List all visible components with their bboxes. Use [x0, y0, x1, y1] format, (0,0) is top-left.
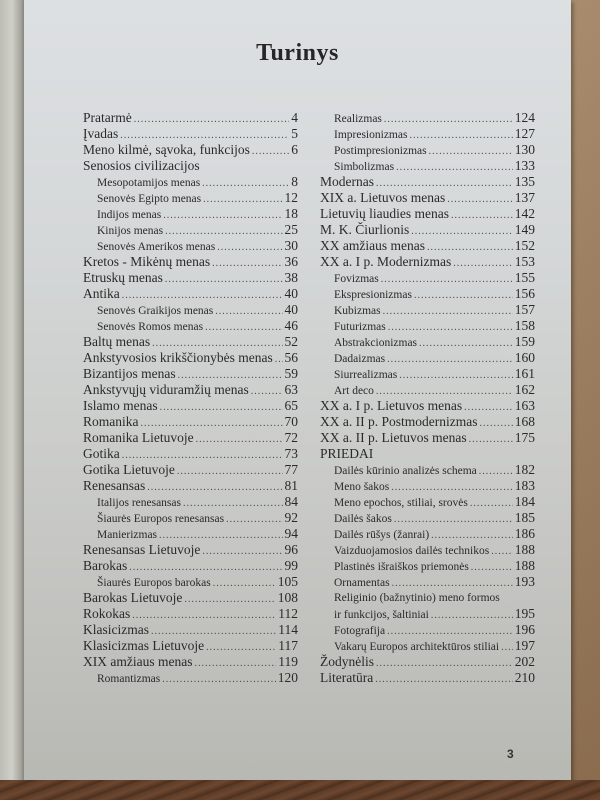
dot-leader: [251, 384, 283, 400]
toc-entry-page: 108: [277, 590, 298, 605]
dot-leader: [391, 480, 512, 496]
toc-entry: [320, 398, 535, 414]
toc-entry: [320, 142, 535, 158]
toc-entry: [320, 654, 535, 670]
dot-leader: [431, 608, 513, 624]
toc-entry: [320, 318, 535, 334]
toc-entry: [320, 206, 535, 222]
toc-entry-page: 81: [284, 478, 298, 493]
toc-entry-label: Baltų menas: [83, 334, 151, 349]
dot-leader: [399, 368, 513, 384]
toc-entry-label: Italijos renesansas: [97, 497, 181, 509]
toc-entry-page: 59: [284, 366, 298, 381]
toc-entry-label: PRIEDAI: [320, 446, 374, 461]
toc-entry-label: Fovizmas: [334, 273, 379, 285]
toc-entry: [320, 334, 535, 350]
dot-leader: [419, 336, 513, 352]
toc-entry-page: 124: [514, 110, 535, 125]
toc-entry-label: Įvadas: [83, 126, 119, 141]
toc-entry-label: M. K. Čiurlionis: [320, 222, 410, 237]
toc-entry-label: Religinio (bažnytinio) meno formos: [334, 592, 500, 604]
dot-leader: [212, 256, 282, 272]
toc-entry-page: 70: [284, 414, 298, 429]
toc-column-left: [83, 110, 298, 686]
toc-entry-label: Antika: [83, 286, 120, 301]
toc-entry-label: Renesansas: [83, 478, 146, 493]
toc-entry: [320, 238, 535, 254]
dot-leader: [205, 320, 282, 336]
toc-entry-page: 197: [514, 638, 535, 653]
toc-entry: [320, 222, 535, 238]
toc-entry-page: 105: [277, 574, 298, 589]
toc-entry: [320, 510, 535, 526]
dot-leader: [384, 112, 513, 128]
toc-entry: [83, 430, 298, 446]
toc-entry: [83, 366, 298, 382]
toc-entry-page: 6: [291, 142, 298, 157]
toc-entry-page: 152: [514, 238, 535, 253]
toc-column-right: [320, 110, 535, 686]
toc-entry-label: Manierizmas: [97, 529, 158, 541]
dot-leader: [162, 672, 276, 688]
toc-entry-label: Literatūra: [320, 670, 374, 685]
toc-entry-label: Senovės Amerikos menas: [97, 241, 216, 253]
dot-leader: [203, 192, 282, 208]
toc-entry-page: 120: [277, 670, 298, 685]
toc-entry-label: Meno epochos, stiliai, srovės: [334, 497, 468, 509]
toc-entry-label: Senosios civilizacijos: [83, 158, 200, 173]
toc-entry: [83, 542, 298, 558]
toc-entry-label: Fotografija: [334, 625, 386, 637]
toc-entry: [83, 606, 298, 622]
toc-entry: [83, 238, 298, 254]
dot-leader: [134, 112, 290, 128]
toc-entry-page: 65: [284, 398, 298, 413]
dot-leader: [479, 464, 513, 480]
toc-entry-page: 52: [284, 334, 298, 349]
toc-entry-label: XX a. II p. Lietuvos menas: [320, 430, 467, 445]
toc-entry-page: 159: [514, 334, 535, 349]
toc-entry: [83, 558, 298, 574]
dot-leader: [215, 304, 282, 320]
toc-entry: [83, 174, 298, 190]
toc-entry-page: 210: [514, 670, 535, 685]
dot-leader: [194, 656, 276, 672]
toc-entry-label: Etruskų menas: [83, 270, 163, 285]
toc-entry-page: 63: [284, 382, 298, 397]
dot-leader: [122, 288, 283, 304]
toc-entry-label: Vakarų Europos architektūros stiliai: [334, 641, 500, 653]
toc-entry: [83, 590, 298, 606]
toc-entry-label: Realizmas: [334, 113, 382, 125]
toc-entry: [320, 158, 535, 174]
toc-entry-label: Futurizmas: [334, 321, 386, 333]
toc-entry-label: Bizantijos menas: [83, 366, 176, 381]
toc-entry: [320, 446, 535, 462]
toc-entry-page: 117: [278, 638, 298, 653]
dot-leader: [165, 272, 283, 288]
toc-entry-page: 163: [514, 398, 535, 413]
toc-entry: [83, 206, 298, 222]
toc-entry-label: Dailės rūšys (žanrai): [334, 529, 430, 541]
toc-entry: [320, 622, 535, 638]
toc-entry-label: Siurrealizmas: [334, 369, 398, 381]
toc-entry-page: 130: [514, 142, 535, 157]
toc-entry: [320, 558, 535, 574]
toc-entry-page: 183: [514, 478, 535, 493]
toc-entry-label: Romantizmas: [97, 673, 161, 685]
toc-entry-label: XX a. II p. Postmodernizmas: [320, 414, 478, 429]
toc-entry-label: Art deco: [334, 385, 374, 397]
toc-entry: [83, 670, 298, 686]
toc-entry-label: Gotika Lietuvoje: [83, 462, 175, 477]
toc-entry-label: Dailės kūrinio analizės schema: [334, 465, 477, 477]
toc-entry-page: 119: [278, 654, 298, 669]
toc-entry: [320, 574, 535, 590]
dot-leader: [129, 560, 282, 576]
toc-entry-page: 5: [291, 126, 298, 141]
toc-entry-label: Pratarmė: [83, 110, 132, 125]
toc-entry-label: Dailės šakos: [334, 513, 392, 525]
dot-leader: [196, 432, 283, 448]
toc-entry-page: 157: [514, 302, 535, 317]
dot-leader: [147, 480, 282, 496]
toc-entry: [83, 286, 298, 302]
toc-entry-label: Abstrakcionizmas: [334, 337, 418, 349]
toc-entry-label: Postimpresionizmas: [334, 145, 427, 157]
toc-entry-page: 133: [514, 158, 535, 173]
toc-entry-label: XIX amžiaus menas: [83, 654, 193, 669]
toc-entry-label: Rokokas: [83, 606, 131, 621]
toc-entry-page: 155: [514, 270, 535, 285]
dot-leader: [381, 272, 513, 288]
toc-entry-label: Ankstyvųjų viduramžių menas: [83, 382, 249, 397]
dot-leader: [409, 128, 512, 144]
toc-entry: [320, 190, 535, 206]
toc-entry-label: XX a. I p. Modernizmas: [320, 254, 452, 269]
dot-leader: [387, 352, 513, 368]
dot-leader: [163, 208, 282, 224]
toc-entry-page: 72: [284, 430, 298, 445]
toc-entry: [320, 462, 535, 478]
toc-entry-label: Dadaizmas: [334, 353, 386, 365]
dot-leader: [387, 624, 513, 640]
toc-entry-label: XX a. I p. Lietuvos menas: [320, 398, 463, 413]
toc-entry-label: Modernas: [320, 174, 374, 189]
toc-entry: [83, 110, 298, 126]
toc-entry: [83, 622, 298, 638]
toc-entry: [83, 494, 298, 510]
dot-leader: [411, 224, 512, 240]
dot-leader: [470, 496, 513, 512]
toc-entry-page: 25: [284, 222, 298, 237]
toc-entry-label: Klasicizmas Lietuvoje: [83, 638, 205, 653]
dot-leader: [132, 608, 276, 624]
toc-entry: [83, 302, 298, 318]
toc-entry-page: 99: [284, 558, 298, 573]
toc-entry-page: 137: [514, 190, 535, 205]
toc-entry-label: Senovės Graikijos menas: [97, 305, 214, 317]
toc-entry: [83, 638, 298, 654]
book-spine-edge: [0, 0, 25, 785]
toc-entry: [320, 382, 535, 398]
toc-entry: [320, 670, 535, 686]
toc-entry-page: 196: [514, 622, 535, 637]
toc-entry: [83, 478, 298, 494]
dot-leader: [429, 144, 513, 160]
toc-entry-label: Renesansas Lietuvoje: [83, 542, 201, 557]
toc-entry: [320, 526, 535, 542]
toc-entry: [83, 254, 298, 270]
toc-entry-page: 40: [284, 286, 298, 301]
toc-entry: [320, 478, 535, 494]
toc-entry-label: Barokas: [83, 558, 128, 573]
dot-leader: [501, 640, 513, 656]
toc-entry-page: 202: [514, 654, 535, 669]
toc-entry-label: Ornamentas: [334, 577, 390, 589]
toc-entry: [320, 542, 535, 558]
toc-entry: [83, 414, 298, 430]
toc-entry-label: Impresionizmas: [334, 129, 408, 141]
toc-entry: [320, 414, 535, 430]
dot-leader: [453, 256, 513, 272]
toc-entry-page: 84: [284, 494, 298, 509]
dot-leader: [491, 544, 513, 560]
toc-entry-label: Islamo menas: [83, 398, 158, 413]
toc-entry-page: 168: [514, 414, 535, 429]
dot-leader: [394, 512, 513, 528]
dot-leader: [202, 544, 282, 560]
toc-entry-page: 38: [284, 270, 298, 285]
toc-entry-page: 186: [514, 526, 535, 541]
book-page: [24, 0, 571, 785]
toc-entry: [320, 270, 535, 286]
toc-entry-label: XX amžiaus menas: [320, 238, 425, 253]
toc-entry-page: 188: [514, 542, 535, 557]
toc-entry: [83, 574, 298, 590]
toc-entry-page: 185: [514, 510, 535, 525]
toc-entry-label: Meno kilmė, sąvoka, funkcijos: [83, 142, 250, 157]
toc-entry-label: Senovės Egipto menas: [97, 193, 202, 205]
toc-entry-page: 188: [514, 558, 535, 573]
toc-entry-page: 142: [514, 206, 535, 221]
toc-entry: [320, 366, 535, 382]
toc-entry-page: 8: [291, 174, 298, 189]
dot-leader: [376, 656, 513, 672]
dot-leader: [375, 672, 513, 688]
toc-entry-label: Šiaurės Europos barokas: [97, 577, 211, 589]
toc-entry-label: Kinijos menas: [97, 225, 164, 237]
toc-entry-label: Gotika: [83, 446, 120, 461]
toc-entry-page: 112: [278, 606, 298, 621]
toc-entry: [320, 174, 535, 190]
toc-entry-page: 46: [284, 318, 298, 333]
dot-leader: [431, 528, 513, 544]
dot-leader: [447, 192, 513, 208]
toc-entry-page: 94: [284, 526, 298, 541]
toc-entry-label: Lietuvių liaudies menas: [320, 206, 449, 221]
toc-entry: [320, 494, 535, 510]
toc-entry: [83, 334, 298, 350]
toc-entry-page: 149: [514, 222, 535, 237]
toc-entry-label: Romanika Lietuvoje: [83, 430, 194, 445]
toc-entry-page: 162: [514, 382, 535, 397]
toc-entry-label: Žodynėlis: [320, 654, 374, 669]
toc-entry-page: 175: [514, 430, 535, 445]
toc-entry-page: 77: [284, 462, 298, 477]
toc-entry-page: 135: [514, 174, 535, 189]
toc-entry-page: 193: [514, 574, 535, 589]
toc-entry: [83, 526, 298, 542]
dot-leader: [396, 160, 513, 176]
toc-entry-page: 127: [514, 126, 535, 141]
toc-entry: [83, 142, 298, 158]
toc-entry-label: Vaizduojamosios dailės technikos: [334, 545, 490, 557]
toc-entry: [83, 222, 298, 238]
dot-leader: [165, 224, 282, 240]
dot-leader: [451, 208, 513, 224]
toc-entry-page: 36: [284, 254, 298, 269]
toc-entry-page: 160: [514, 350, 535, 365]
dot-leader: [202, 176, 289, 192]
toc-entry: [83, 398, 298, 414]
dot-leader: [252, 144, 289, 160]
toc-entry-label: Klasicizmas: [83, 622, 149, 637]
toc-entry: [83, 350, 298, 366]
toc-entry-page: 4: [291, 110, 298, 125]
toc-entry-page: 195: [514, 606, 535, 621]
toc-entry: [320, 606, 535, 622]
toc-entry: [83, 318, 298, 334]
toc-entry: [320, 430, 535, 446]
toc-entry-page: 40: [284, 302, 298, 317]
toc-entry: [320, 110, 535, 126]
toc-entry-label: ir funkcijos, šaltiniai: [334, 609, 429, 621]
toc-entry-page: 184: [514, 494, 535, 509]
toc-entry-page: 161: [514, 366, 535, 381]
dot-leader: [388, 320, 513, 336]
dot-leader: [469, 432, 513, 448]
toc-entry-page: 96: [284, 542, 298, 557]
dot-leader: [206, 640, 276, 656]
toc-entry-page: 182: [514, 462, 535, 477]
toc-entry-label: Kretos - Mikėnų menas: [83, 254, 211, 269]
toc-entry-label: Šiaurės Europos renesansas: [97, 513, 225, 525]
toc-entry-label: Mesopotamijos menas: [97, 177, 201, 189]
toc-entry-label: Meno šakos: [334, 481, 390, 493]
toc-entry-label: Ankstyvosios krikščionybės menas: [83, 350, 273, 365]
toc-entry: [320, 302, 535, 318]
toc-entry: [320, 350, 535, 366]
toc-entry: [83, 382, 298, 398]
toc-entry: [83, 126, 298, 142]
dot-leader: [183, 496, 283, 512]
toc-entry-page: 12: [284, 190, 298, 205]
toc-entry: [83, 510, 298, 526]
toc-entry-label: Indijos menas: [97, 209, 162, 221]
dot-leader: [160, 400, 283, 416]
dot-leader: [217, 240, 282, 256]
toc-entry-page: 30: [284, 238, 298, 253]
page-title: Turinys: [256, 40, 339, 66]
toc-entry-label: Barokas Lietuvoje: [83, 590, 183, 605]
dot-leader: [184, 592, 275, 608]
dot-leader: [177, 464, 283, 480]
toc-entry-label: Senovės Romos menas: [97, 321, 204, 333]
toc-entry-label: Simbolizmas: [334, 161, 395, 173]
toc-entry-label: Romanika: [83, 414, 139, 429]
page-number: 3: [507, 747, 514, 761]
toc-entry-page: 18: [284, 206, 298, 221]
toc-entry-page: 158: [514, 318, 535, 333]
dot-leader: [275, 352, 283, 368]
toc-entry: [320, 126, 535, 142]
toc-entry: [320, 590, 535, 606]
toc-entry: [320, 638, 535, 654]
toc-entry: [320, 254, 535, 270]
toc-entry-page: 114: [278, 622, 298, 637]
toc-entry-page: 56: [284, 350, 298, 365]
toc-entry: [83, 462, 298, 478]
dot-leader: [471, 560, 513, 576]
toc-entry: [83, 190, 298, 206]
toc-entry-label: Ekspresionizmas: [334, 289, 412, 301]
toc-entry: [83, 158, 298, 174]
dot-leader: [414, 288, 513, 304]
dot-leader: [226, 512, 282, 528]
toc-entry: [83, 446, 298, 462]
toc-entry: [320, 286, 535, 302]
toc-entry-page: 92: [284, 510, 298, 525]
toc-entry: [83, 270, 298, 286]
dot-leader: [479, 416, 512, 432]
dot-leader: [213, 576, 276, 592]
dot-leader: [383, 304, 513, 320]
wooden-table-surface: [0, 780, 600, 800]
toc-entry-page: 156: [514, 286, 535, 301]
toc-entry-label: XIX a. Lietuvos menas: [320, 190, 446, 205]
toc-entry-label: Kubizmas: [334, 305, 381, 317]
toc-entry: [83, 654, 298, 670]
toc-entry-page: 73: [284, 446, 298, 461]
toc-entry-label: Plastinės išraiškos priemonės: [334, 561, 469, 573]
toc-entry-page: 153: [514, 254, 535, 269]
